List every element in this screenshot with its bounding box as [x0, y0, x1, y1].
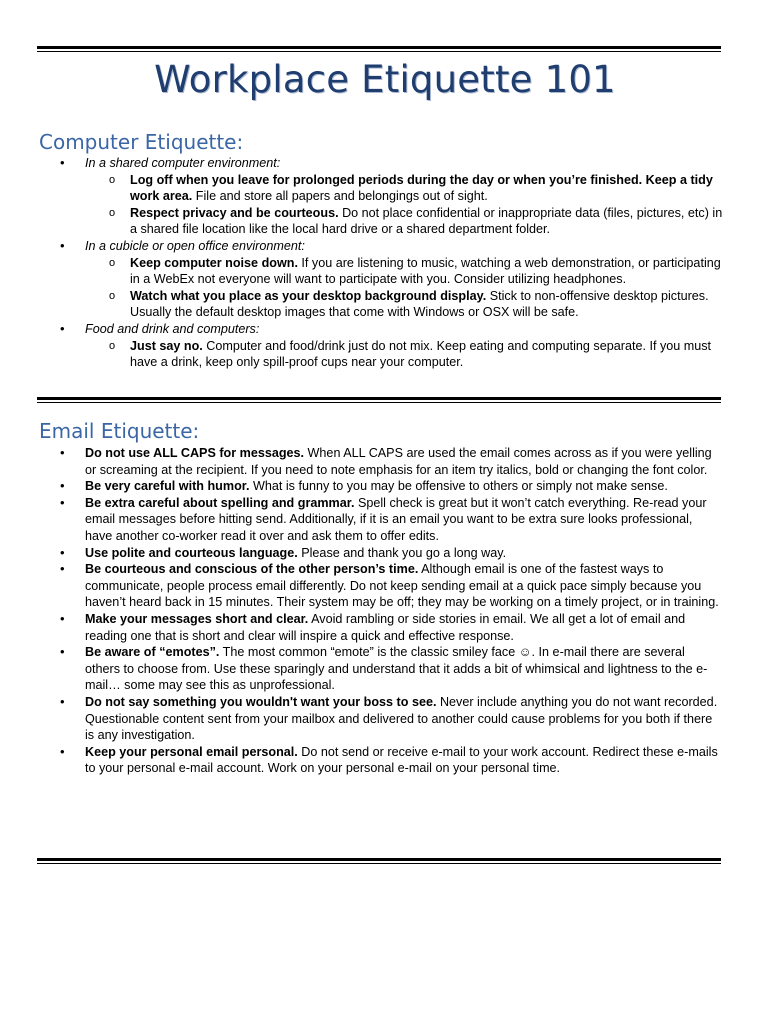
item-bold: Watch what you place as your desktop background display.	[130, 288, 487, 303]
list-item	[58, 321, 723, 371]
item-bold: Be courteous and conscious of the other person’s time.	[85, 562, 419, 577]
sub-list	[85, 255, 723, 321]
bottom-rule	[37, 858, 721, 864]
item-text: The most common “emote” is the classic smiley face ☺. In e-mail there are several others to choose from. Use these sparingly and understand that it adds a bit of whimsical and lightness to the e-mail… some may see this as unprofessional.	[85, 645, 708, 693]
list-item	[58, 644, 723, 694]
item-text: What is funny to you may be offensive to others or simply not make sense.	[249, 479, 668, 494]
list-item	[58, 744, 723, 777]
list-item	[58, 478, 723, 495]
top-rule	[37, 46, 721, 52]
item-bold: Just say no.	[130, 338, 203, 353]
item-text: Never include anything you do not want recorded. Questionable content sent from your mailbox and delivered to another could cause problems for you both if there is any investigation.	[85, 694, 718, 743]
email-heading: Email Etiquette:	[39, 419, 200, 443]
item-text: Do not place confidential or inappropriate data (files, pictures, etc) in a shared file location like the local hard drive or a shared department folder.	[130, 205, 723, 237]
item-bold: Respect privacy and be courteous.	[130, 205, 339, 220]
list-item	[58, 445, 723, 478]
item-text: Computer and food/drink just do not mix. Keep eating and computing separate. If you must have a drink, keep only spill-proof cups near your computer.	[130, 338, 712, 370]
group-label: In a shared computer environment:	[85, 156, 281, 170]
item-bold: Be very careful with humor.	[85, 479, 250, 494]
list-item	[58, 545, 723, 562]
item-bold: Be aware of “emotes”.	[85, 645, 220, 660]
item-text: Spell check is great but it won’t catch everything. Re-read your email messages before hitting send. Additionally, if it is an email you want to be extra sure looks professional, have another co-worker read it over and ask them to offer edits.	[85, 495, 707, 543]
item-bold: Keep computer noise down.	[130, 255, 298, 270]
item-bold: Use polite and courteous language.	[85, 545, 298, 560]
list-item	[58, 611, 723, 644]
item-text: If you are listening to music, watching a web demonstration, or participating in a WebEx not everyone will want to participate with you. Consider utilizing headphones.	[130, 255, 721, 287]
group-label: Food and drink and computers:	[85, 321, 260, 336]
item-bold: Keep your personal email personal.	[85, 744, 298, 759]
sub-list-item	[85, 255, 723, 288]
item-bold: Make your messages short and clear.	[85, 611, 309, 626]
item-text: When ALL CAPS are used the email comes across as if you were yelling or screaming at the recipient. If you need to note emphasis for an item try italics, bold or changing the font color.	[85, 446, 712, 477]
email-list	[58, 445, 723, 777]
sub-list-item	[85, 338, 723, 371]
sub-list-item	[85, 205, 723, 238]
sub-list	[85, 172, 723, 238]
item-text: Please and thank you go a long way.	[297, 545, 507, 560]
middle-rule	[37, 397, 721, 403]
list-item	[58, 561, 723, 611]
item-text: Avoid rambling or side stories in email. We all get a lot of email and reading one that is short and clear will inspire a quick and effective response.	[85, 611, 686, 643]
item-text: File and store all papers and belongings out of sight.	[192, 189, 488, 204]
item-text: Do not send or receive e-mail to your work account. Redirect these e-mails to your personal e-mail account. Work on your personal e-mail on your personal time.	[85, 744, 718, 776]
sub-list	[85, 338, 723, 371]
item-bold: Do not say something you wouldn't want your boss to see.	[85, 694, 437, 709]
page-title: Workplace Etiquette 101	[154, 58, 616, 101]
list-item	[58, 155, 723, 238]
group-label: In a cubicle or open office environment:	[85, 238, 305, 253]
list-item	[58, 238, 723, 321]
item-text: Although email is one of the fastest ways to communicate, people process email differently. Do not keep sending email at a quick pace simply because you haven’t heard back in 15 minutes. Their system may be off; they may be working on a timely project, or in training.	[85, 562, 719, 610]
sub-list-item	[85, 288, 723, 321]
computer-heading: Computer Etiquette:	[39, 130, 244, 154]
item-bold: Be extra careful about spelling and grammar.	[85, 495, 355, 510]
sub-list-item	[85, 172, 723, 205]
item-bold: Do not use ALL CAPS for messages.	[85, 446, 305, 460]
item-text: Stick to non-offensive desktop pictures. Usually the default desktop images that come with Windows or OSX will be safe.	[130, 288, 709, 320]
item-bold: Log off when you leave for prolonged periods during the day or when you’re finished. Keep a tidy work area.	[130, 172, 713, 204]
computer-list	[58, 155, 723, 371]
list-item	[58, 694, 723, 744]
list-item	[58, 495, 723, 545]
